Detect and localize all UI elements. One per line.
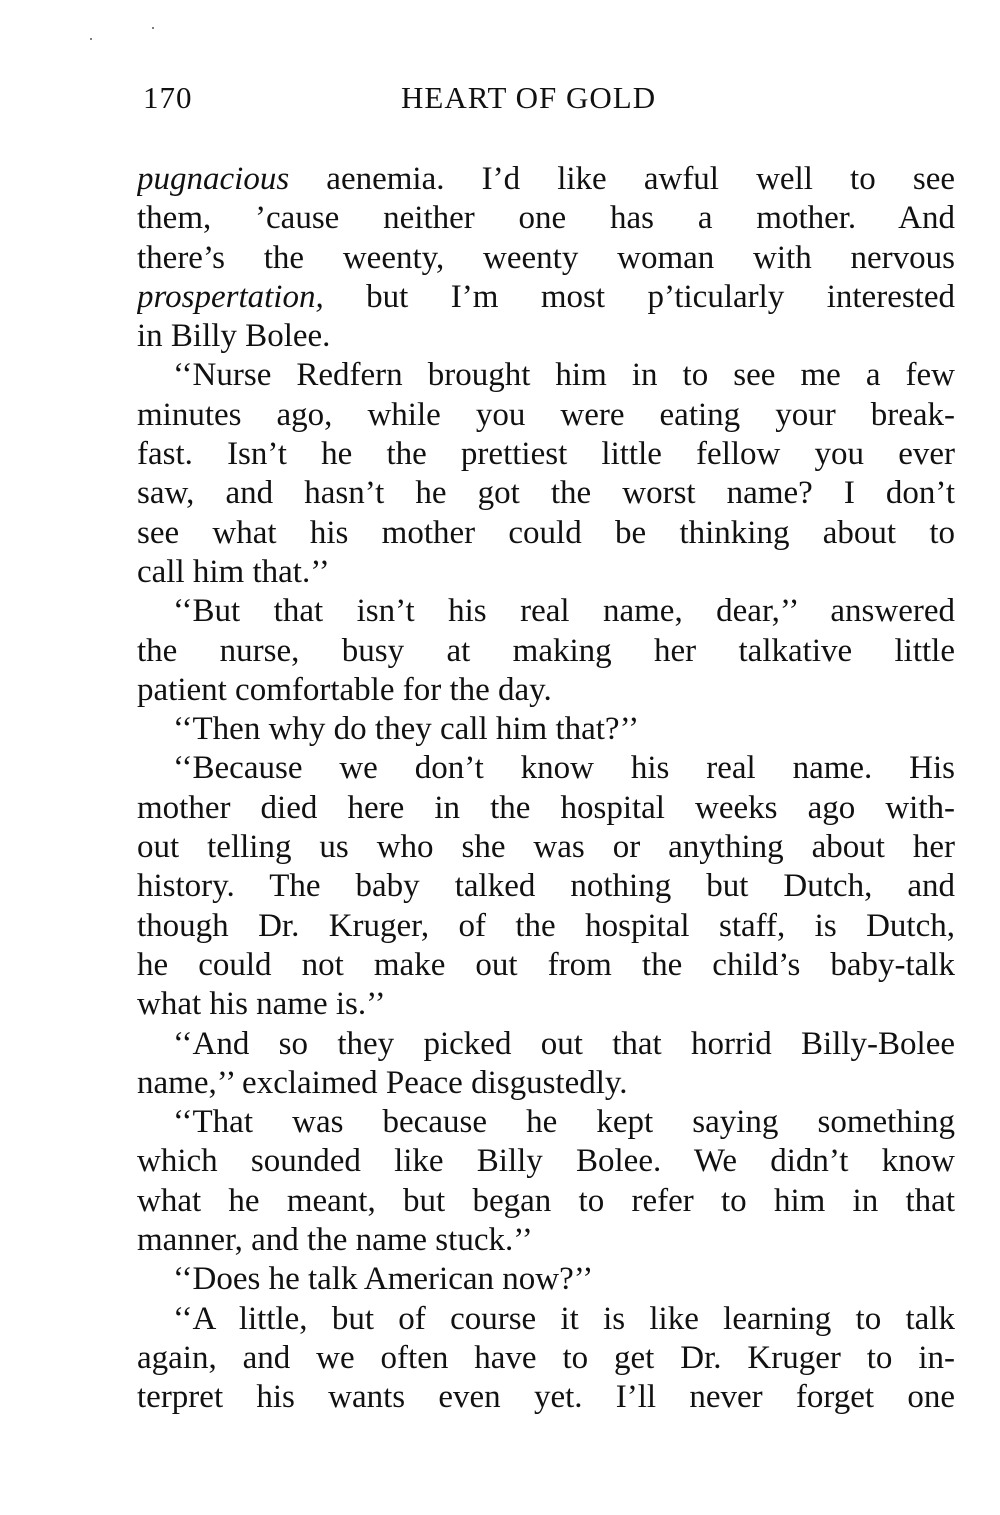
text-line [137,867,955,906]
print-speck [152,27,154,29]
italic-word: prospertation, [137,278,324,315]
text-line [137,239,955,278]
text-line [137,1103,955,1142]
text-segment: terpret his wants even yet. I’ll never forget one [137,1379,955,1416]
text-line [137,1260,955,1299]
text-line [137,1182,955,1221]
text-segment: history. The baby talked nothing but Dutch, and [137,868,955,905]
text-segment: again, and we often have to get Dr. Kruger to in- [137,1339,955,1376]
text-segment: which sounded like Billy Bolee. We didn’t know [137,1143,955,1180]
text-segment: them, ’cause neither one has a mother. And [137,200,955,237]
text-segment: though Dr. Kruger, of the hospital staff, is Dutch, [137,907,955,944]
text-line [137,1064,955,1103]
text-line [137,632,955,671]
text-line [137,671,955,710]
print-speck [90,38,92,40]
text-segment: ‘‘A little, but of course it is like learning to talk [173,1300,955,1337]
text-segment: out telling us who she was or anything about her [137,829,955,866]
text-line [137,1339,955,1378]
text-segment: call him that.’’ [137,553,330,590]
text-segment: manner, and the name stuck.’’ [137,1222,533,1259]
text-line [137,317,955,356]
text-segment: saw, and hasn’t he got the worst name? I don’t [137,475,955,512]
text-line [137,1142,955,1181]
text-segment: what his name is.’’ [137,986,386,1023]
text-segment: ‘‘Does he talk American now?’’ [173,1261,594,1298]
text-segment: ‘‘And so they picked out that horrid Billy-Bolee [173,1025,955,1062]
running-head: HEART OF GOLD [401,80,657,115]
text-segment: ‘‘Nurse Redfern brought him in to see me a few [173,357,955,394]
text-segment: ‘‘But that isn’t his real name, dear,’’ answered [173,593,955,630]
text-segment: there’s the weenty, weenty woman with nervous [137,239,955,276]
text-line [137,199,955,238]
text-segment: what he meant, but began to refer to him in that [137,1182,955,1219]
text-line [137,828,955,867]
text-segment: fast. Isn’t he the prettiest little fellow you ever [137,436,955,473]
text-line [137,1221,955,1260]
text-line [137,907,955,946]
page-header [143,80,953,120]
text-line [137,985,955,1024]
italic-word: pugnacious [137,161,290,197]
text-line [137,356,955,395]
text-segment: patient comfortable for the day. [137,671,552,708]
body-text [137,160,955,1418]
text-segment: minutes ago, while you were eating your break- [137,396,955,433]
text-segment: in Billy Bolee. [137,318,331,355]
text-line [137,789,955,828]
text-segment: ‘‘Then why do they call him that?’’ [173,711,640,748]
text-segment: the nurse, busy at making her talkative little [137,632,955,669]
text-segment: he could not make out from the child’s baby-talk [137,946,955,983]
text-line [137,553,955,592]
text-line [137,592,955,631]
text-line [137,1300,955,1339]
text-line [137,946,955,985]
text-line [137,278,955,317]
text-line [137,435,955,474]
text-segment: mother died here in the hospital weeks ago with- [137,789,955,826]
text-segment: see what his mother could be thinking about to [137,514,955,551]
text-segment: aenemia. I’d like awful well to see [289,161,955,197]
text-segment: name,’’ exclaimed Peace disgustedly. [137,1064,628,1101]
text-line [137,710,955,749]
page-number: 170 [143,80,193,115]
text-segment: ‘‘That was because he kept saying something [173,1104,955,1141]
text-line [137,1025,955,1064]
text-segment: ‘‘Because we don’t know his real name. His [173,750,955,787]
text-line [137,160,955,199]
text-line [137,749,955,788]
text-line [137,474,955,513]
text-segment: but I’m most p’ticularly interested [323,278,955,315]
text-line [137,514,955,553]
text-line [137,396,955,435]
text-line [137,1378,955,1417]
